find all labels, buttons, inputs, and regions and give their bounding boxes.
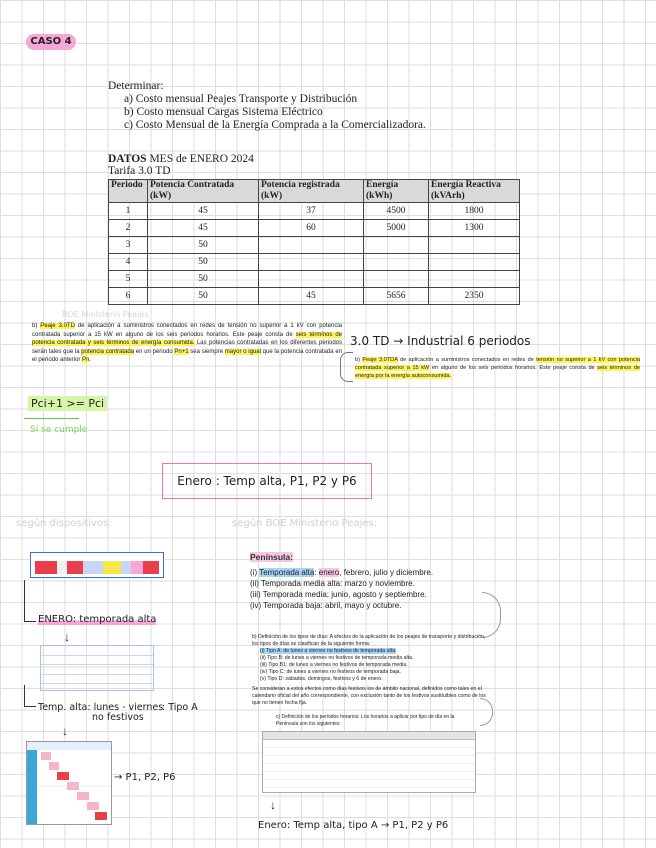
season-text: : xyxy=(314,568,319,577)
inequality-note: Pci+1 >= Pci xyxy=(28,396,107,411)
datos-table-row xyxy=(109,254,520,271)
def-item-text: (i) Tipo A: de lunes a viernes no festivos de temporada alta. xyxy=(260,648,397,654)
header-energia: Energía (kWh) xyxy=(364,180,429,203)
datos-table-cell xyxy=(364,237,429,254)
strip-cell xyxy=(103,561,121,574)
task-statement xyxy=(108,80,468,132)
datos-table-cell: 2350 xyxy=(429,288,520,305)
datos-title-rest: MES de ENERO 2024 xyxy=(149,153,254,165)
task-intro: Determinar: xyxy=(108,80,164,92)
hand-note-30td: 3.0 TD → Industrial 6 periodos xyxy=(350,334,531,348)
tt-header xyxy=(263,732,475,740)
faded-side-note xyxy=(10,123,79,133)
para-highlight: Pn xyxy=(82,357,90,363)
datos-table-cell: 4500 xyxy=(364,203,429,220)
para-text: b) xyxy=(355,357,363,363)
datos-table-cell: 6 xyxy=(109,288,148,305)
arrow-down-icon: ↓ xyxy=(64,630,70,644)
datos-table-cell: 5 xyxy=(109,271,148,288)
tt-row xyxy=(263,788,475,795)
season-text: (i) xyxy=(250,568,260,577)
peninsula-title-text: Península: xyxy=(250,552,293,562)
tt-row xyxy=(263,764,475,772)
datos-table-row xyxy=(109,220,520,237)
datos-table-cell xyxy=(259,237,364,254)
day-types-definition xyxy=(252,634,492,707)
tt-row xyxy=(263,772,475,780)
datos-table-cell: 45 xyxy=(148,220,259,237)
season-highlight: enero xyxy=(318,568,340,577)
thumb-row xyxy=(41,665,153,675)
para-text: de aplicación a suministros conectados en redes de xyxy=(397,357,537,363)
strip-cell xyxy=(143,561,159,574)
para-highlight: tensión no superior a 1 kV con potencia contratada superior a 15 kW xyxy=(355,357,641,371)
thumb-row xyxy=(41,656,153,666)
season-highlight: Temporada alta xyxy=(259,568,315,577)
tt-row xyxy=(263,748,475,756)
temp-alta-line1: Temp. alta: lunes - viernes xyxy=(38,702,164,713)
temp-alta-line2: no festivos xyxy=(92,712,144,723)
datos-table-cell: 50 xyxy=(148,271,259,288)
def-item: (iv) Tipo C: de lunes a viernes no festivos de temporada baja. xyxy=(260,669,402,675)
datos-title-bold: DATOS xyxy=(108,153,147,165)
datos-table-row xyxy=(109,237,520,254)
season-text: , febrero, julio y diciembre. xyxy=(339,568,434,577)
para-text: que la potencia contratada en el periodo anterior xyxy=(32,348,342,363)
connector-line xyxy=(24,580,25,622)
strip-cell xyxy=(121,561,131,574)
datos-table-row xyxy=(109,271,520,288)
def-item xyxy=(260,648,492,655)
tipo-a-label: : Tipo A xyxy=(162,702,198,713)
datos-table-cell: 50 xyxy=(148,237,259,254)
datos-table-cell: 45 xyxy=(148,203,259,220)
datos-table-cell xyxy=(259,271,364,288)
datos-table-cell: 45 xyxy=(259,288,364,305)
day-types-thumbnail xyxy=(40,645,154,691)
peaje-3td-paragraph xyxy=(32,322,342,365)
temp-alta-label xyxy=(38,703,163,723)
schedule-strip xyxy=(30,552,164,578)
tarifa-label: Tarifa 3.0 TD xyxy=(108,165,171,177)
para-highlight: Peaje 3.0TDA xyxy=(362,357,398,363)
para-highlight: Pn+1 xyxy=(174,348,189,355)
datos-table-cell: 1800 xyxy=(429,203,520,220)
periods-matrix-thumbnail xyxy=(26,741,112,825)
datos-table-cell: 50 xyxy=(148,288,259,305)
connector-curve xyxy=(482,592,501,638)
enero-temporada-text: ENERO: temporada alta xyxy=(38,614,157,625)
enero-summary-box: Enero : Temp alta, P1, P2 y P6 xyxy=(162,463,372,499)
season-line xyxy=(250,567,490,578)
datos-table-cell xyxy=(429,237,520,254)
datos-table xyxy=(108,179,520,305)
datos-table-header xyxy=(109,180,520,203)
bracket-mark xyxy=(340,352,353,382)
datos-table-row xyxy=(109,203,520,220)
datos-table-cell: 1 xyxy=(109,203,148,220)
header-potencia-contratada: Potencia Contratada (kW) xyxy=(148,180,259,203)
datos-table-cell: 3 xyxy=(109,237,148,254)
datos-table-cell xyxy=(364,254,429,271)
matrix-periods-note: → P1, P2, P6 xyxy=(114,772,176,783)
strip-cell xyxy=(83,561,103,574)
peaje-3tda-paragraph xyxy=(355,356,640,380)
para-highlight: potencia contratada xyxy=(81,348,135,355)
header-energia-reactiva: Energía Reactiva (kVArh) xyxy=(429,180,520,203)
datos-table-cell xyxy=(259,254,364,271)
para-text: b) xyxy=(32,323,41,329)
thumb-row xyxy=(41,646,153,656)
task-item-a: a) Costo mensual Peajes Transporte y Distribución xyxy=(124,93,358,105)
def-item: (v) Tipo D: sábados, domingos, festivos y 6 de enero. xyxy=(260,676,383,682)
season-line: (iv) Temporada baja: abril, mayo y octubre. xyxy=(250,601,402,610)
task-item-b: b) Costo mensual Cargas Sistema Eléctrico xyxy=(124,106,323,118)
season-line: (ii) Temporada media alta: marzo y noviembre. xyxy=(250,579,415,588)
task-item-c: c) Costo Mensual de la Energía Comprada a la Comercializadora. xyxy=(124,119,426,131)
datos-table-cell: 60 xyxy=(259,220,364,237)
periods-matrix-graphic xyxy=(27,742,111,824)
datos-table-body xyxy=(109,203,520,305)
para-text: en alguno de los seis periodos horarios. Este peaje consta de xyxy=(429,365,598,371)
thumb-row xyxy=(41,684,153,693)
para-highlight: mayor o igual xyxy=(224,348,261,355)
para-text: sea siempre xyxy=(188,348,225,355)
faint-boe-title: BOE Ministerio Peajes xyxy=(62,310,149,319)
def-item: (iii) Tipo B1: de lunes a viernes no festivos de temporada media. xyxy=(260,662,408,668)
arrow-down-icon: ↓ xyxy=(270,798,276,812)
para-highlight: seis términos de potencia contratada y seis términos de energía consumida. xyxy=(32,331,343,346)
periods-definition: c) Definición de los periodos horarios: Los horarios a aplicar por tipo de día en la Península son los siguientes: xyxy=(276,714,455,727)
arrow-down-icon: ↓ xyxy=(62,724,68,738)
connector-line xyxy=(24,706,36,707)
para-text: de aplicación a suministros conectados en redes de tensión no superior a 1 kV con potencia contratada superior a 15 kW en alguno de los seis periodos horarios. Este peaje consta de xyxy=(32,323,342,338)
datos-table-cell: 5000 xyxy=(364,220,429,237)
header-potencia-registrada: Potencia registrada (kW) xyxy=(259,180,364,203)
para-text: Las potencias contratadas en los diferentes periodos serán tales que la xyxy=(32,340,342,355)
para-highlight: seis términos de energía por la energía autoconsumida. xyxy=(355,365,640,379)
tt-row xyxy=(263,756,475,764)
para-text: . xyxy=(89,357,92,363)
datos-table-cell: 1300 xyxy=(429,220,520,237)
si-cumple-note: Sí se cumple xyxy=(30,425,88,435)
green-divider xyxy=(24,418,79,419)
datos-section xyxy=(108,153,523,305)
datos-table-cell: 2 xyxy=(109,220,148,237)
strip-cell xyxy=(67,561,83,574)
season-line: (iii) Temporada media: junio, agosto y septiembre. xyxy=(250,590,427,599)
def-intro: b) Definición de los tipos de días: A efectos de la aplicación de los peajes de transporte y distribución, los tipos de días se clasifican de la siguiente forma: xyxy=(252,634,486,647)
datos-table-cell xyxy=(429,271,520,288)
thumb-row xyxy=(41,675,153,685)
strip-cell xyxy=(35,561,57,574)
hourly-periods-table-thumbnail xyxy=(262,731,476,793)
peninsula-title xyxy=(250,552,490,563)
peninsula-seasons xyxy=(250,552,490,611)
para-text: en un periodo xyxy=(134,348,175,355)
tt-row xyxy=(263,740,475,748)
enero-temporada-label xyxy=(38,614,156,625)
datos-table-cell: 37 xyxy=(259,203,364,220)
datos-title xyxy=(108,153,523,165)
tt-row xyxy=(263,780,475,788)
connector-line xyxy=(24,621,36,622)
according-boe-label: según BOE Ministerio Peajes: xyxy=(232,518,378,529)
datos-table-cell xyxy=(364,271,429,288)
def-item: (ii) Tipo B: de lunes a viernes no festivos de temporada media alta. xyxy=(260,655,414,661)
def-note: Se consideran a estos efectos como días festivos los de ámbito nacional, definidos como tales en el calendario oficial del año correspondiente, con exclusión tanto de los festivos sustituibles como de los que no tienen fecha fija. xyxy=(252,686,486,706)
strip-cell xyxy=(131,561,143,574)
case-badge: CASO 4 xyxy=(26,34,76,50)
header-periodo: Periodo xyxy=(109,180,148,203)
datos-table-cell xyxy=(429,254,520,271)
enero-conclusion: Enero: Temp alta, tipo A → P1, P2 y P6 xyxy=(258,820,449,831)
strip-cell xyxy=(57,561,67,574)
datos-table-cell: 4 xyxy=(109,254,148,271)
para-highlight: Peaje 3.0TD xyxy=(40,323,75,329)
datos-table-cell: 50 xyxy=(148,254,259,271)
connector-line xyxy=(24,685,25,707)
according-devices-label: según dispositivos: xyxy=(16,518,112,529)
datos-table-cell: 5656 xyxy=(364,288,429,305)
datos-table-row xyxy=(109,288,520,305)
